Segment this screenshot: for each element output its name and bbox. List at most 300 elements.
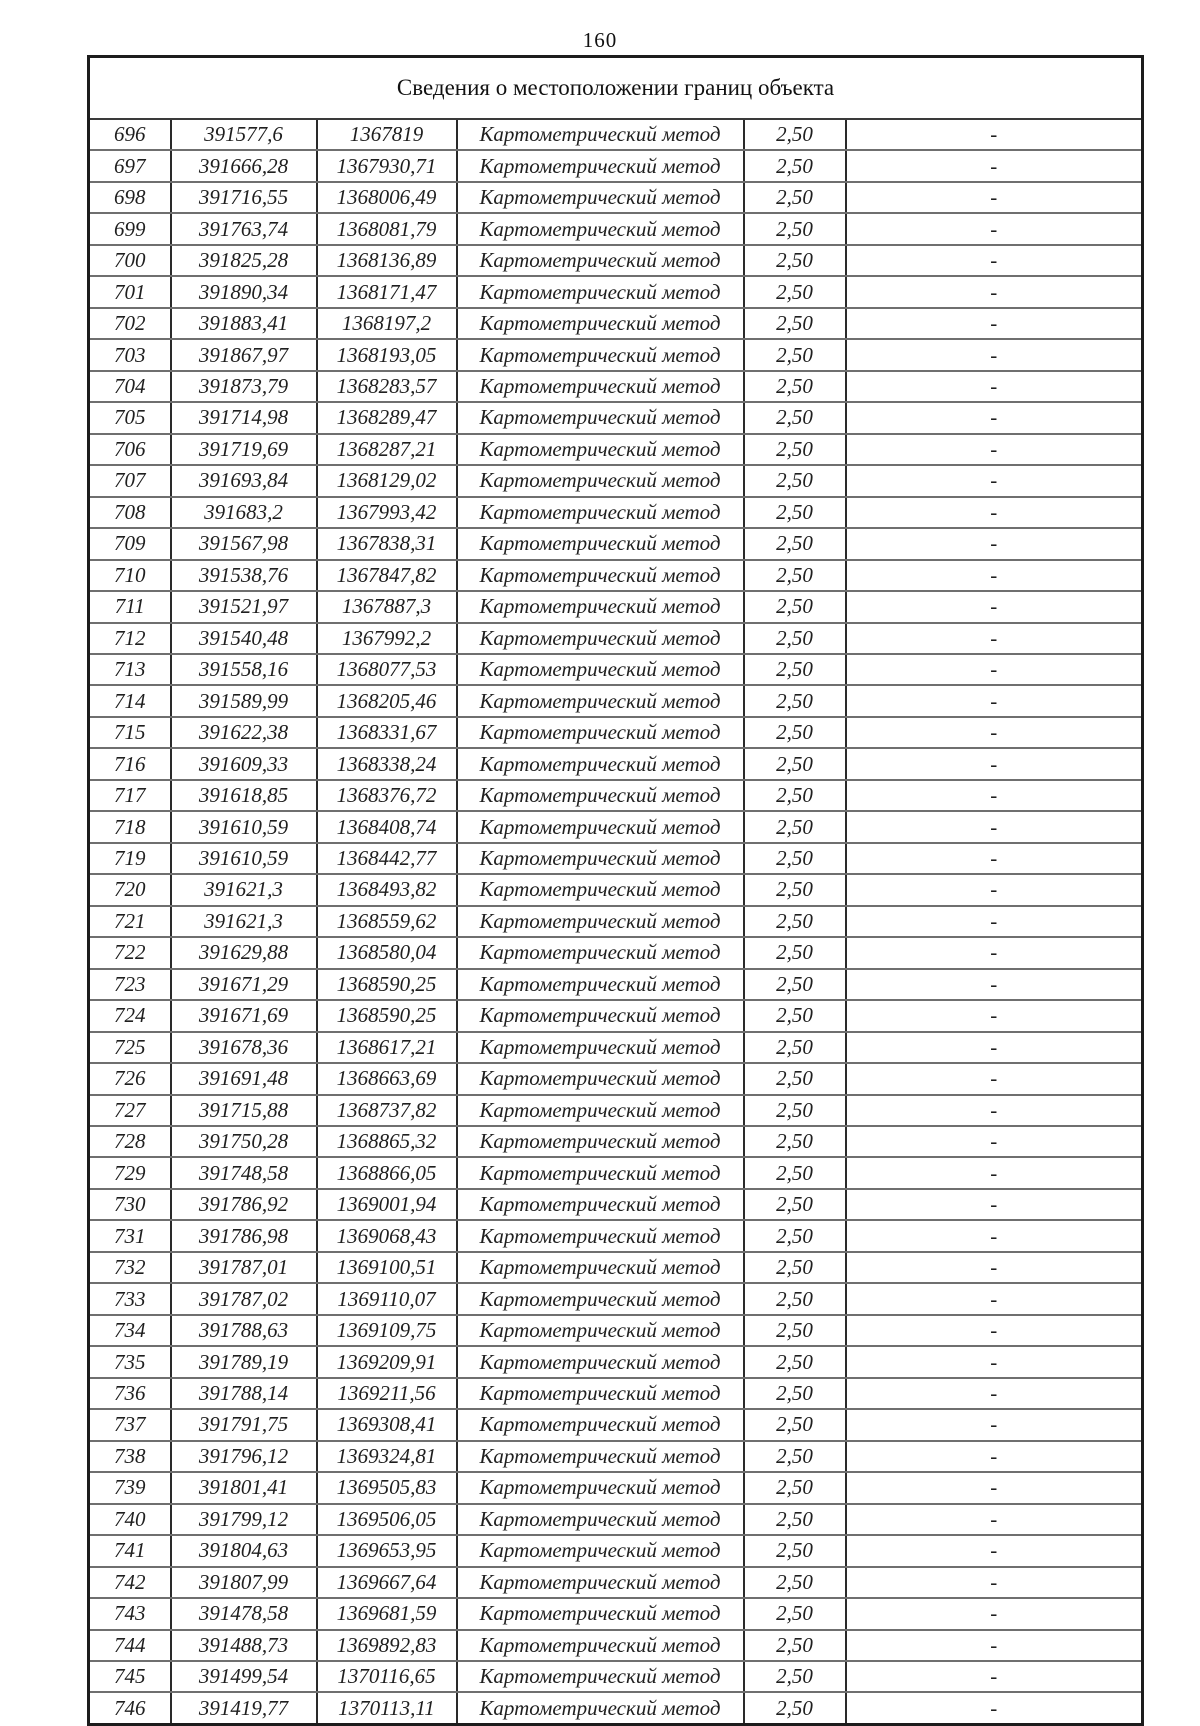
table-row [89, 276, 1143, 307]
table-row [89, 811, 1143, 842]
precision-cell: 2,50 [744, 591, 846, 622]
precision-cell: 2,50 [744, 1283, 846, 1314]
precision-cell: 2,50 [744, 213, 846, 244]
method-cell: Картометрический метод [457, 623, 744, 654]
precision-cell: 2,50 [744, 182, 846, 213]
method-cell: Картометрический метод [457, 1409, 744, 1440]
table-row [89, 780, 1143, 811]
point-number-cell: 745 [89, 1661, 171, 1692]
method-cell: Картометрический метод [457, 1095, 744, 1126]
dash-cell: - [846, 748, 1143, 779]
point-number-cell: 744 [89, 1630, 171, 1661]
coordinate-y-cell: 1369109,75 [317, 1315, 457, 1346]
point-number-cell: 710 [89, 560, 171, 591]
coordinate-x-cell: 391567,98 [171, 528, 317, 559]
coordinate-x-cell: 391478,58 [171, 1598, 317, 1629]
table-row [89, 843, 1143, 874]
table-row [89, 654, 1143, 685]
precision-cell: 2,50 [744, 1000, 846, 1031]
coordinate-x-cell: 391610,59 [171, 811, 317, 842]
dash-cell: - [846, 1346, 1143, 1377]
coordinate-x-cell: 391609,33 [171, 748, 317, 779]
table-row [89, 1472, 1143, 1503]
table-row [89, 937, 1143, 968]
dash-cell: - [846, 1535, 1143, 1566]
coordinate-y-cell: 1368376,72 [317, 780, 457, 811]
method-cell: Картометрический метод [457, 1346, 744, 1377]
point-number-cell: 712 [89, 623, 171, 654]
dash-cell: - [846, 1472, 1143, 1503]
coordinate-x-cell: 391789,19 [171, 1346, 317, 1377]
point-number-cell: 731 [89, 1220, 171, 1251]
precision-cell: 2,50 [744, 150, 846, 181]
method-cell: Картометрический метод [457, 497, 744, 528]
coordinate-y-cell: 1368442,77 [317, 843, 457, 874]
coordinate-y-cell: 1368331,67 [317, 717, 457, 748]
coordinate-y-cell: 1367838,31 [317, 528, 457, 559]
dash-cell: - [846, 1189, 1143, 1220]
coordinate-y-cell: 1368197,2 [317, 308, 457, 339]
method-cell: Картометрический метод [457, 591, 744, 622]
coordinate-x-cell: 391801,41 [171, 1472, 317, 1503]
precision-cell: 2,50 [744, 937, 846, 968]
dash-cell: - [846, 591, 1143, 622]
dash-cell: - [846, 1063, 1143, 1094]
dash-cell: - [846, 1283, 1143, 1314]
coordinate-x-cell: 391825,28 [171, 245, 317, 276]
coordinate-x-cell: 391807,99 [171, 1567, 317, 1598]
coordinate-y-cell: 1368865,32 [317, 1126, 457, 1157]
method-cell: Картометрический метод [457, 119, 744, 150]
coordinate-y-cell: 1368408,74 [317, 811, 457, 842]
coordinate-y-cell: 1369506,05 [317, 1504, 457, 1535]
coordinate-y-cell: 1367819 [317, 119, 457, 150]
dash-cell: - [846, 937, 1143, 968]
dash-cell: - [846, 213, 1143, 244]
method-cell: Картометрический метод [457, 213, 744, 244]
point-number-cell: 708 [89, 497, 171, 528]
coordinate-x-cell: 391589,99 [171, 685, 317, 716]
coordinate-x-cell: 391890,34 [171, 276, 317, 307]
method-cell: Картометрический метод [457, 371, 744, 402]
coordinate-x-cell: 391715,88 [171, 1095, 317, 1126]
precision-cell: 2,50 [744, 717, 846, 748]
method-cell: Картометрический метод [457, 1315, 744, 1346]
point-number-cell: 729 [89, 1157, 171, 1188]
method-cell: Картометрический метод [457, 1692, 744, 1724]
coordinate-x-cell: 391618,85 [171, 780, 317, 811]
table-row [89, 1567, 1143, 1598]
coordinate-y-cell: 1367887,3 [317, 591, 457, 622]
method-cell: Картометрический метод [457, 1000, 744, 1031]
point-number-cell: 743 [89, 1598, 171, 1629]
precision-cell: 2,50 [744, 465, 846, 496]
coordinate-y-cell: 1368737,82 [317, 1095, 457, 1126]
point-number-cell: 723 [89, 969, 171, 1000]
coordinate-x-cell: 391883,41 [171, 308, 317, 339]
point-number-cell: 703 [89, 339, 171, 370]
coordinate-y-cell: 1368283,57 [317, 371, 457, 402]
point-number-cell: 709 [89, 528, 171, 559]
point-number-cell: 732 [89, 1252, 171, 1283]
precision-cell: 2,50 [744, 339, 846, 370]
dash-cell: - [846, 969, 1143, 1000]
point-number-cell: 714 [89, 685, 171, 716]
point-number-cell: 730 [89, 1189, 171, 1220]
method-cell: Картометрический метод [457, 1472, 744, 1503]
coordinate-x-cell: 391799,12 [171, 1504, 317, 1535]
point-number-cell: 700 [89, 245, 171, 276]
point-number-cell: 740 [89, 1504, 171, 1535]
coordinate-y-cell: 1368287,21 [317, 434, 457, 465]
coordinate-y-cell: 1368289,47 [317, 402, 457, 433]
point-number-cell: 738 [89, 1441, 171, 1472]
precision-cell: 2,50 [744, 748, 846, 779]
point-number-cell: 717 [89, 780, 171, 811]
table-row [89, 906, 1143, 937]
coordinate-y-cell: 1369068,43 [317, 1220, 457, 1251]
dash-cell: - [846, 1504, 1143, 1535]
table-row [89, 434, 1143, 465]
point-number-cell: 727 [89, 1095, 171, 1126]
precision-cell: 2,50 [744, 1504, 846, 1535]
coordinate-y-cell: 1367993,42 [317, 497, 457, 528]
precision-cell: 2,50 [744, 1661, 846, 1692]
precision-cell: 2,50 [744, 1315, 846, 1346]
dash-cell: - [846, 843, 1143, 874]
point-number-cell: 734 [89, 1315, 171, 1346]
method-cell: Картометрический метод [457, 339, 744, 370]
dash-cell: - [846, 465, 1143, 496]
dash-cell: - [846, 1032, 1143, 1063]
coordinate-x-cell: 391540,48 [171, 623, 317, 654]
boundary-table-body [89, 57, 1143, 1725]
point-number-cell: 705 [89, 402, 171, 433]
dash-cell: - [846, 1220, 1143, 1251]
table-row [89, 339, 1143, 370]
method-cell: Картометрический метод [457, 150, 744, 181]
coordinate-y-cell: 1368580,04 [317, 937, 457, 968]
method-cell: Картометрический метод [457, 843, 744, 874]
method-cell: Картометрический метод [457, 308, 744, 339]
dash-cell: - [846, 1661, 1143, 1692]
coordinate-y-cell: 1368663,69 [317, 1063, 457, 1094]
method-cell: Картометрический метод [457, 1063, 744, 1094]
dash-cell: - [846, 1095, 1143, 1126]
precision-cell: 2,50 [744, 434, 846, 465]
coordinate-x-cell: 391621,3 [171, 874, 317, 905]
coordinate-x-cell: 391750,28 [171, 1126, 317, 1157]
coordinate-x-cell: 391499,54 [171, 1661, 317, 1692]
point-number-cell: 707 [89, 465, 171, 496]
coordinate-x-cell: 391678,36 [171, 1032, 317, 1063]
dash-cell: - [846, 182, 1143, 213]
coordinate-x-cell: 391610,59 [171, 843, 317, 874]
dash-cell: - [846, 685, 1143, 716]
dash-cell: - [846, 308, 1143, 339]
table-row [89, 1000, 1143, 1031]
precision-cell: 2,50 [744, 1472, 846, 1503]
point-number-cell: 704 [89, 371, 171, 402]
table-row [89, 1063, 1143, 1094]
dash-cell: - [846, 371, 1143, 402]
table-row [89, 150, 1143, 181]
dash-cell: - [846, 1126, 1143, 1157]
dash-cell: - [846, 276, 1143, 307]
method-cell: Картометрический метод [457, 717, 744, 748]
dash-cell: - [846, 654, 1143, 685]
table-row [89, 1157, 1143, 1188]
coordinate-x-cell: 391629,88 [171, 937, 317, 968]
precision-cell: 2,50 [744, 1095, 846, 1126]
table-title-row [89, 57, 1143, 120]
point-number-cell: 719 [89, 843, 171, 874]
precision-cell: 2,50 [744, 811, 846, 842]
method-cell: Картометрический метод [457, 276, 744, 307]
dash-cell: - [846, 1315, 1143, 1346]
method-cell: Картометрический метод [457, 1157, 744, 1188]
method-cell: Картометрический метод [457, 465, 744, 496]
coordinate-x-cell: 391763,74 [171, 213, 317, 244]
dash-cell: - [846, 717, 1143, 748]
precision-cell: 2,50 [744, 780, 846, 811]
coordinate-y-cell: 1368590,25 [317, 1000, 457, 1031]
method-cell: Картометрический метод [457, 1441, 744, 1472]
coordinate-y-cell: 1369001,94 [317, 1189, 457, 1220]
method-cell: Картометрический метод [457, 906, 744, 937]
coordinate-y-cell: 1368129,02 [317, 465, 457, 496]
precision-cell: 2,50 [744, 119, 846, 150]
method-cell: Картометрический метод [457, 245, 744, 276]
table-row [89, 1252, 1143, 1283]
dash-cell: - [846, 497, 1143, 528]
point-number-cell: 726 [89, 1063, 171, 1094]
precision-cell: 2,50 [744, 654, 846, 685]
coordinate-x-cell: 391787,02 [171, 1283, 317, 1314]
table-row [89, 1598, 1143, 1629]
point-number-cell: 715 [89, 717, 171, 748]
coordinate-y-cell: 1368338,24 [317, 748, 457, 779]
precision-cell: 2,50 [744, 1535, 846, 1566]
table-row [89, 1283, 1143, 1314]
coordinate-y-cell: 1370113,11 [317, 1692, 457, 1724]
precision-cell: 2,50 [744, 1157, 846, 1188]
coordinate-x-cell: 391671,29 [171, 969, 317, 1000]
point-number-cell: 721 [89, 906, 171, 937]
coordinate-x-cell: 391691,48 [171, 1063, 317, 1094]
precision-cell: 2,50 [744, 1189, 846, 1220]
dash-cell: - [846, 811, 1143, 842]
coordinate-x-cell: 391488,73 [171, 1630, 317, 1661]
precision-cell: 2,50 [744, 276, 846, 307]
point-number-cell: 699 [89, 213, 171, 244]
method-cell: Картометрический метод [457, 1252, 744, 1283]
table-row [89, 182, 1143, 213]
coordinate-x-cell: 391577,6 [171, 119, 317, 150]
dash-cell: - [846, 150, 1143, 181]
dash-cell: - [846, 1692, 1143, 1724]
coordinate-x-cell: 391787,01 [171, 1252, 317, 1283]
precision-cell: 2,50 [744, 1441, 846, 1472]
point-number-cell: 716 [89, 748, 171, 779]
coordinate-x-cell: 391796,12 [171, 1441, 317, 1472]
table-row [89, 213, 1143, 244]
table-row [89, 591, 1143, 622]
coordinate-y-cell: 1367930,71 [317, 150, 457, 181]
coordinate-y-cell: 1369209,91 [317, 1346, 457, 1377]
coordinate-x-cell: 391867,97 [171, 339, 317, 370]
table-row [89, 1630, 1143, 1661]
coordinate-x-cell: 391538,76 [171, 560, 317, 591]
coordinate-y-cell: 1369892,83 [317, 1630, 457, 1661]
point-number-cell: 733 [89, 1283, 171, 1314]
precision-cell: 2,50 [744, 1126, 846, 1157]
dash-cell: - [846, 1598, 1143, 1629]
precision-cell: 2,50 [744, 1032, 846, 1063]
dash-cell: - [846, 1630, 1143, 1661]
precision-cell: 2,50 [744, 308, 846, 339]
dash-cell: - [846, 1378, 1143, 1409]
table-row [89, 1220, 1143, 1251]
point-number-cell: 724 [89, 1000, 171, 1031]
method-cell: Картометрический метод [457, 560, 744, 591]
dash-cell: - [846, 623, 1143, 654]
method-cell: Картометрический метод [457, 811, 744, 842]
coordinate-y-cell: 1370116,65 [317, 1661, 457, 1692]
precision-cell: 2,50 [744, 1630, 846, 1661]
precision-cell: 2,50 [744, 528, 846, 559]
method-cell: Картометрический метод [457, 1535, 744, 1566]
method-cell: Картометрический метод [457, 1598, 744, 1629]
precision-cell: 2,50 [744, 623, 846, 654]
dash-cell: - [846, 874, 1143, 905]
table-row [89, 874, 1143, 905]
method-cell: Картометрический метод [457, 1126, 744, 1157]
table-row [89, 119, 1143, 150]
coordinate-x-cell: 391748,58 [171, 1157, 317, 1188]
table-row [89, 748, 1143, 779]
coordinate-y-cell: 1369681,59 [317, 1598, 457, 1629]
method-cell: Картометрический метод [457, 937, 744, 968]
point-number-cell: 720 [89, 874, 171, 905]
coordinate-y-cell: 1368081,79 [317, 213, 457, 244]
point-number-cell: 739 [89, 1472, 171, 1503]
point-number-cell: 735 [89, 1346, 171, 1377]
coordinate-x-cell: 391714,98 [171, 402, 317, 433]
method-cell: Картометрический метод [457, 1220, 744, 1251]
point-number-cell: 711 [89, 591, 171, 622]
dash-cell: - [846, 906, 1143, 937]
point-number-cell: 701 [89, 276, 171, 307]
method-cell: Картометрический метод [457, 1630, 744, 1661]
coordinate-y-cell: 1369653,95 [317, 1535, 457, 1566]
coordinate-x-cell: 391683,2 [171, 497, 317, 528]
dash-cell: - [846, 780, 1143, 811]
table-row [89, 245, 1143, 276]
point-number-cell: 736 [89, 1378, 171, 1409]
dash-cell: - [846, 1567, 1143, 1598]
table-row [89, 1095, 1143, 1126]
coordinate-y-cell: 1367847,82 [317, 560, 457, 591]
method-cell: Картометрический метод [457, 1378, 744, 1409]
precision-cell: 2,50 [744, 1409, 846, 1440]
point-number-cell: 702 [89, 308, 171, 339]
precision-cell: 2,50 [744, 245, 846, 276]
point-number-cell: 713 [89, 654, 171, 685]
table-row [89, 1378, 1143, 1409]
table-row [89, 969, 1143, 1000]
point-number-cell: 696 [89, 119, 171, 150]
coordinate-x-cell: 391788,63 [171, 1315, 317, 1346]
table-row [89, 528, 1143, 559]
coordinate-x-cell: 391693,84 [171, 465, 317, 496]
coordinate-y-cell: 1369110,07 [317, 1283, 457, 1314]
coordinate-x-cell: 391419,77 [171, 1692, 317, 1724]
method-cell: Картометрический метод [457, 780, 744, 811]
coordinate-y-cell: 1368866,05 [317, 1157, 457, 1188]
dash-cell: - [846, 560, 1143, 591]
table-row [89, 560, 1143, 591]
dash-cell: - [846, 1252, 1143, 1283]
table-row [89, 717, 1143, 748]
coordinate-y-cell: 1369505,83 [317, 1472, 457, 1503]
point-number-cell: 706 [89, 434, 171, 465]
method-cell: Картометрический метод [457, 1283, 744, 1314]
table-row [89, 1535, 1143, 1566]
coordinate-x-cell: 391666,28 [171, 150, 317, 181]
coordinate-y-cell: 1368559,62 [317, 906, 457, 937]
table-row [89, 308, 1143, 339]
precision-cell: 2,50 [744, 1378, 846, 1409]
method-cell: Картометрический метод [457, 874, 744, 905]
method-cell: Картометрический метод [457, 685, 744, 716]
coordinate-y-cell: 1368617,21 [317, 1032, 457, 1063]
boundary-coordinates-table [87, 55, 1144, 1726]
dash-cell: - [846, 434, 1143, 465]
precision-cell: 2,50 [744, 560, 846, 591]
dash-cell: - [846, 1157, 1143, 1188]
coordinate-x-cell: 391719,69 [171, 434, 317, 465]
coordinate-y-cell: 1368136,89 [317, 245, 457, 276]
coordinate-y-cell: 1368590,25 [317, 969, 457, 1000]
method-cell: Картометрический метод [457, 528, 744, 559]
point-number-cell: 722 [89, 937, 171, 968]
precision-cell: 2,50 [744, 497, 846, 528]
dash-cell: - [846, 1441, 1143, 1472]
table-row [89, 685, 1143, 716]
method-cell: Картометрический метод [457, 1567, 744, 1598]
coordinate-y-cell: 1368493,82 [317, 874, 457, 905]
point-number-cell: 697 [89, 150, 171, 181]
coordinate-x-cell: 391521,97 [171, 591, 317, 622]
coordinate-y-cell: 1368193,05 [317, 339, 457, 370]
precision-cell: 2,50 [744, 843, 846, 874]
coordinate-y-cell: 1367992,2 [317, 623, 457, 654]
coordinate-y-cell: 1369100,51 [317, 1252, 457, 1283]
precision-cell: 2,50 [744, 1252, 846, 1283]
table-row [89, 465, 1143, 496]
method-cell: Картометрический метод [457, 1504, 744, 1535]
coordinate-x-cell: 391716,55 [171, 182, 317, 213]
coordinate-y-cell: 1369308,41 [317, 1409, 457, 1440]
precision-cell: 2,50 [744, 1063, 846, 1094]
table-row [89, 497, 1143, 528]
coordinate-y-cell: 1369667,64 [317, 1567, 457, 1598]
point-number-cell: 746 [89, 1692, 171, 1724]
method-cell: Картометрический метод [457, 1661, 744, 1692]
precision-cell: 2,50 [744, 402, 846, 433]
precision-cell: 2,50 [744, 906, 846, 937]
